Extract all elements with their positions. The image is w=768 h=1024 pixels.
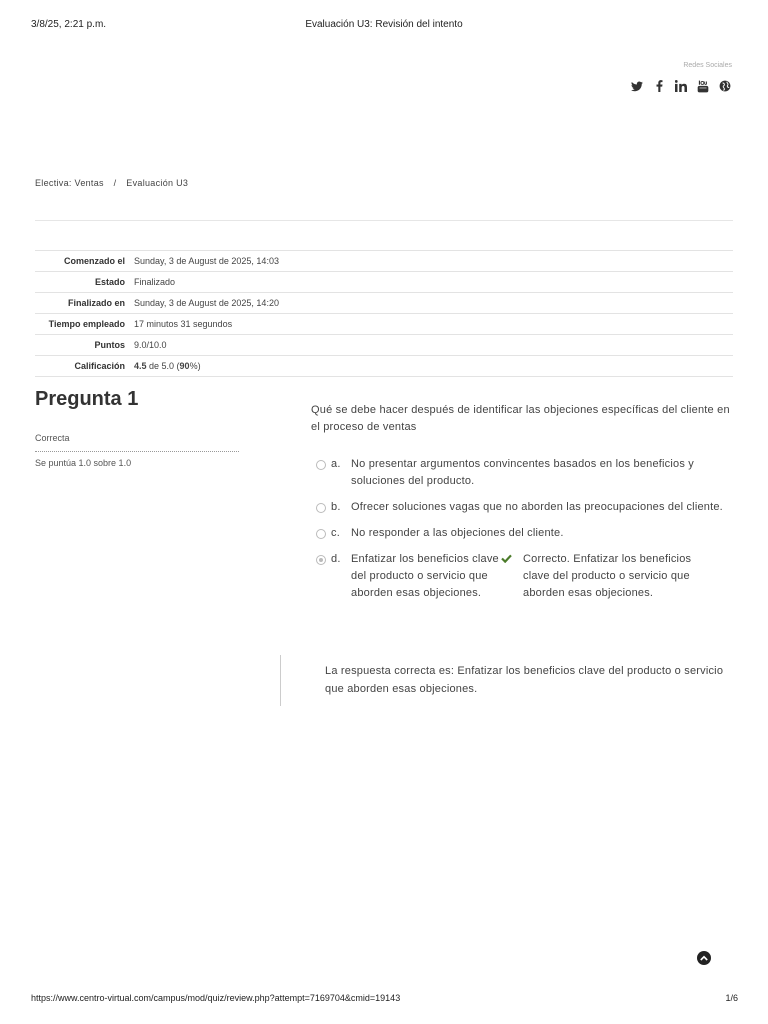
breadcrumb-current[interactable]: Evaluación U3 [126,178,189,188]
answer-radio[interactable] [316,529,326,539]
row-value: 17 minutos 31 segundos [134,319,233,329]
table-row [35,272,733,293]
table-row [35,335,733,356]
answer-radio-checked[interactable] [316,555,326,565]
answer-letter: a. [331,458,341,470]
print-title: Evaluación U3: Revisión del intento [305,19,463,30]
grade-value [130,356,733,377]
row-value: Finalizado [134,277,176,287]
table-row [35,293,733,314]
table-row [35,251,733,272]
question-state: Correcta [35,433,239,452]
breadcrumb-separator: / [113,178,117,188]
answer-radio[interactable] [316,460,326,470]
row-label: Puntos [94,340,125,350]
divider [35,220,733,221]
check-icon [501,551,523,602]
grade-percent: 90 [179,361,190,371]
answer-option [311,456,731,490]
answer-letter: b. [331,501,341,513]
answer-feedback: Correcto. Enfatizar los beneficios clave del producto o servicio que aborden esas objeciones. [523,553,692,599]
answer-option [311,499,731,516]
answer-text: Enfatizar los beneficios clave del producto o servicio que aborden esas objeciones. [351,553,499,599]
question-content [311,402,731,611]
row-label: Estado [94,277,125,287]
print-url: https://www.centro-virtual.com/campus/mod/quiz/review.php?attempt=7169704&cmid=19143 [31,993,401,1003]
question-text: Qué se debe hacer después de identificar las objeciones específicas del cliente en el proceso de ventas [311,404,730,433]
answer-text: No presentar argumentos convincentes basados en los beneficios y soluciones del producto. [351,458,694,487]
answer-text: No responder a las objeciones del cliente. [351,527,564,539]
row-label: Calificación [74,361,125,371]
grade-score: 4.5 [134,361,147,371]
answer-letter: d. [331,553,341,565]
scroll-to-top-button[interactable] [697,951,711,965]
linkedin-icon[interactable] [674,79,688,93]
social-icons [630,79,732,93]
print-page-number: 1/6 [725,993,738,1003]
youtube-icon[interactable] [696,79,710,93]
breadcrumb-course-link[interactable]: Electiva: Ventas [35,178,104,188]
chevron-up-icon [700,955,708,961]
social-label: Redes Sociales [683,62,732,69]
answer-option-selected [311,551,731,602]
question-info [35,388,239,468]
globe-icon[interactable] [718,79,732,93]
row-label: Finalizado en [67,298,125,308]
grade-end: %) [189,361,201,371]
print-date: 3/8/25, 2:21 p.m. [31,19,107,30]
facebook-icon[interactable] [652,79,666,93]
row-label: Comenzado el [63,256,125,266]
answer-list [311,456,731,602]
row-value: Sunday, 3 de August de 2025, 14:20 [134,298,279,308]
table-row [35,356,733,377]
twitter-icon[interactable] [630,79,644,93]
answer-radio[interactable] [316,503,326,513]
breadcrumb [35,178,188,188]
answer-text: Ofrecer soluciones vagas que no aborden las preocupaciones del cliente. [351,501,723,513]
question-grade: Se puntúa 1.0 sobre 1.0 [35,458,132,468]
table-row [35,314,733,335]
row-label: Tiempo empleado [48,319,125,329]
question-title: Pregunta 1 [35,388,139,410]
grade-middle: de 5.0 ( [146,361,180,371]
attempt-summary-table [35,250,733,377]
answer-letter: c. [331,527,340,539]
answer-option [311,525,731,542]
row-value: 9.0/10.0 [134,340,167,350]
correct-answer-box: La respuesta correcta es: Enfatizar los beneficios clave del producto o servicio que aborden esas objeciones. [280,655,730,706]
row-value: Sunday, 3 de August de 2025, 14:03 [134,256,279,266]
